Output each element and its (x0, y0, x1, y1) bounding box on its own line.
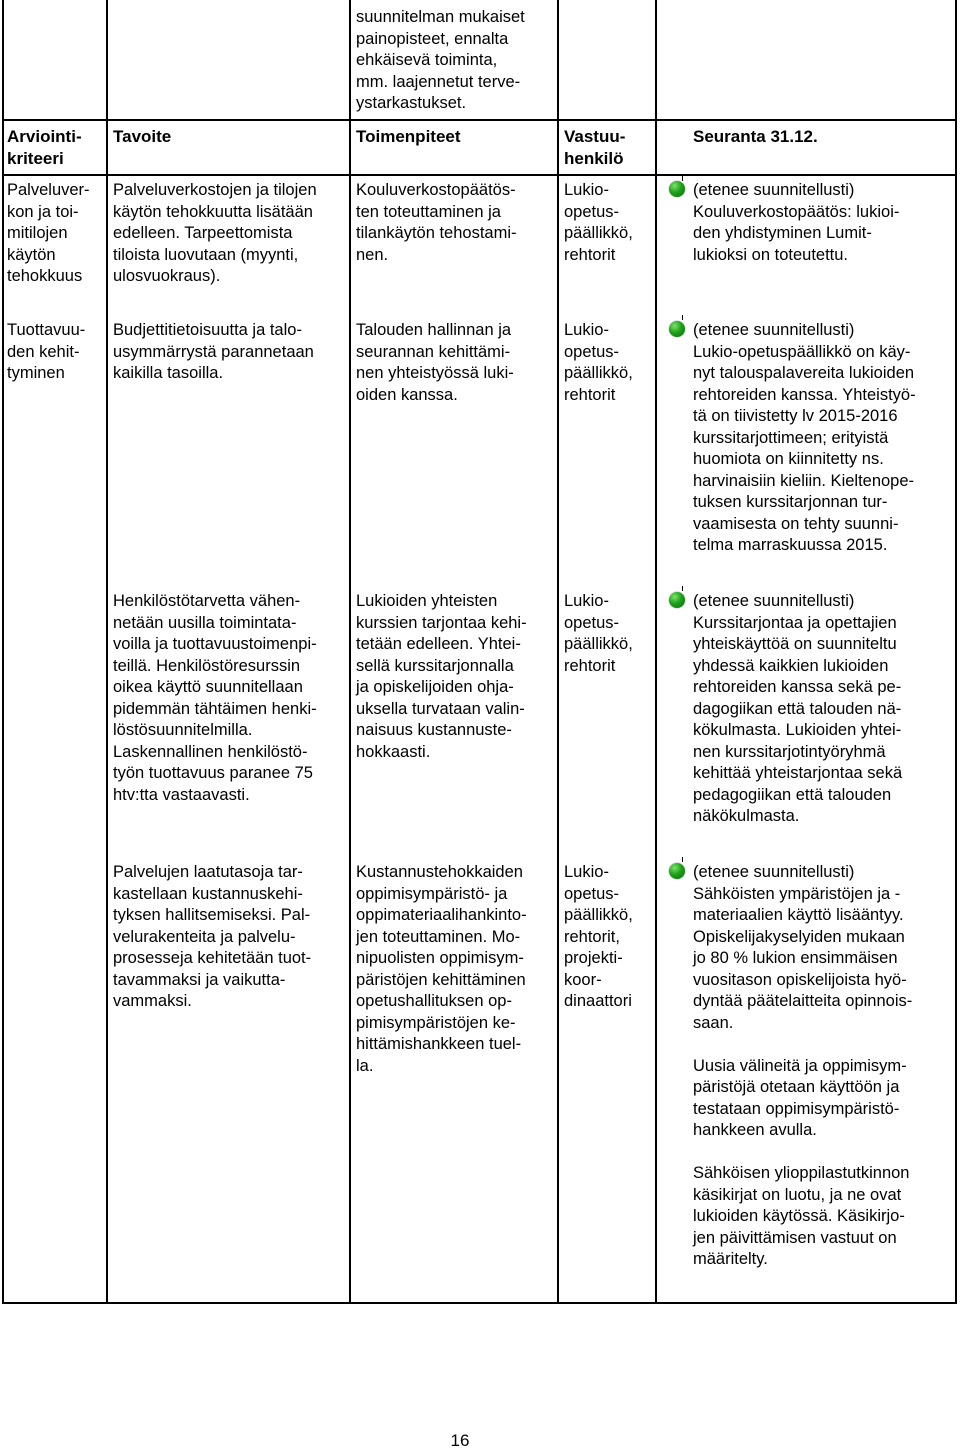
column-divider-3 (557, 0, 559, 1304)
column-divider-1 (106, 0, 108, 1304)
column-divider-4 (655, 0, 657, 1304)
row3-responsible: Lukio- opetus- päällikkö, rehtorit (564, 592, 633, 675)
row2-status-indicator-icon (669, 321, 685, 337)
row3-marker (682, 586, 683, 591)
table-bottom-border (2, 1302, 957, 1304)
row2-responsible: Lukio- opetus- päällikkö, rehtorit (564, 321, 633, 404)
previous-page-continuation: suunnitelman mukaiset painopisteet, ennalta ehkäisevä toiminta, mm. laajennetut terve- ystarkastukset. (356, 8, 525, 112)
row2-marker (682, 315, 683, 320)
header-criterion: Arviointi- kriteeri (7, 127, 82, 168)
row4-marker (682, 857, 683, 862)
row4-followup: (etenee suunnitellusti) Sähköisten ympäristöjen ja - materiaalien käyttö lisääntyy. Opiskelijakyselyiden mukaan jo 80 % lukion ensimmäisen vuositason opiskelijoista hyö- dyntää päätelaitteita opinnois- saan. Uusia välineitä ja oppimisym- päristöjä otetaan käyttöön ja testataan oppimisympäristö- hankkeen avulla. Sähköisen ylioppilastutkinnon käsikirjat on luotu, ja ne ovat lukioiden käytössä. Käsikirjo- jen päivittämisen vastuut on määritelty. (693, 863, 913, 1268)
row1-marker (682, 176, 683, 181)
row1-goal: Palveluverkostojen ja tilojen käytön tehokkuutta lisätään edelleen. Tarpeettomista tiloista luovutaan (myynti, ulosvuokraus). (113, 181, 317, 285)
table-border-left (2, 0, 4, 1304)
header-bottom-border (2, 174, 957, 176)
row4-status-indicator-icon (669, 863, 685, 879)
row1-actions: Kouluverkostopäätös- ten toteuttaminen ja tilankäytön tehostami- nen. (356, 181, 517, 264)
table-border-right (955, 0, 957, 1304)
row3-goal: Henkilöstötarvetta vähen- netään uusilla toimintata- voilla ja tuottavuustoimenpi- teillä. Henkilöstöresurssin oikea käyttö suunnitellaan pidemmän tähtäimen henki- löstösuunnitelmilla. Laskennallinen henkilöstö- työn tuottavuus paranee 75 htv:tta vastaavasti. (113, 592, 317, 804)
row2-actions: Talouden hallinnan ja seurannan kehittämi- nen yhteistyössä luki- oiden kanssa. (356, 321, 514, 404)
row4-goal: Palvelujen laatutasoja tar- kastellaan kustannuskehi- tyksen hallitsemiseksi. Pal- velurakenteita ja palvelu- prosesseja kehitetään tuot- tavammaksi ja vaikutta- vammaksi. (113, 863, 312, 1010)
row3-followup: (etenee suunnitellusti) Kurssitarjontaa ja opettajien yhteiskäyttöä on suunniteltu yhdessä kaikkien lukioiden rehtoreiden kanssa sekä pe- dagogiikan että talouden nä- kökulmasta. Lukioiden yhtei- nen kurssitarjotintyöryhmä kehittää yhteistarjontaa sekä pedagogiikan että talouden näkökulmasta. (693, 592, 903, 825)
row2-criterion: Tuottavuu- den kehit- tyminen (7, 321, 86, 382)
row1-status-indicator-icon (669, 181, 685, 197)
header-top-border (2, 119, 957, 121)
row2-followup: (etenee suunnitellusti) Lukio-opetuspäällikkö on käy- nyt talouspalavereita lukioiden rehtoreiden kanssa. Yhteistyö- tä on tiivistetty lv 2015-2016 kurssitarjottimeen; erityistä huomiota on kiinnitetty ns. harvinaisiin kieliin. Kieltenope- tuksen kurssitarjonnan tur- vaamisesta on tehty suunni- telma marraskuussa 2015. (693, 321, 916, 554)
column-divider-2 (349, 0, 351, 1304)
row1-responsible: Lukio- opetus- päällikkö, rehtorit (564, 181, 633, 264)
row2-goal: Budjettitietoisuutta ja talo- usymmärrystä parannetaan kaikilla tasoilla. (113, 321, 314, 382)
row4-actions: Kustannustehokkaiden oppimisympäristö- ja oppimateriaalihankinto- jen toteuttaminen. Mo- nipuolisten oppimisym- päristöjen kehittäminen opetushallituksen op- pimisympäristöjen ke- hittämishankkeen tuel- la. (356, 863, 527, 1075)
page-number: 16 (450, 1431, 470, 1450)
header-actions: Toimenpiteet (356, 127, 461, 146)
row1-followup: (etenee suunnitellusti) Kouluverkostopäätös: lukioi- den yhdistyminen Lumit- lukioksi on toteutettu. (693, 181, 900, 264)
header-responsible: Vastuu- henkilö (564, 127, 626, 168)
header-goal: Tavoite (113, 127, 172, 146)
row3-actions: Lukioiden yhteisten kurssien tarjontaa kehi- tetään edelleen. Yhtei- sellä kurssitarjonnalla ja opiskelijoiden ohja- uksella turvataan valin- naisuus kustannuste- hokkaasti. (356, 592, 527, 761)
header-followup: Seuranta 31.12. (693, 127, 818, 146)
row1-criterion: Palveluver- kon ja toi- mitilojen käytön tehokkuus (7, 181, 90, 285)
row3-status-indicator-icon (669, 592, 685, 608)
row4-responsible: Lukio- opetus- päällikkö, rehtorit, projekti- koor- dinaattori (564, 863, 633, 1010)
